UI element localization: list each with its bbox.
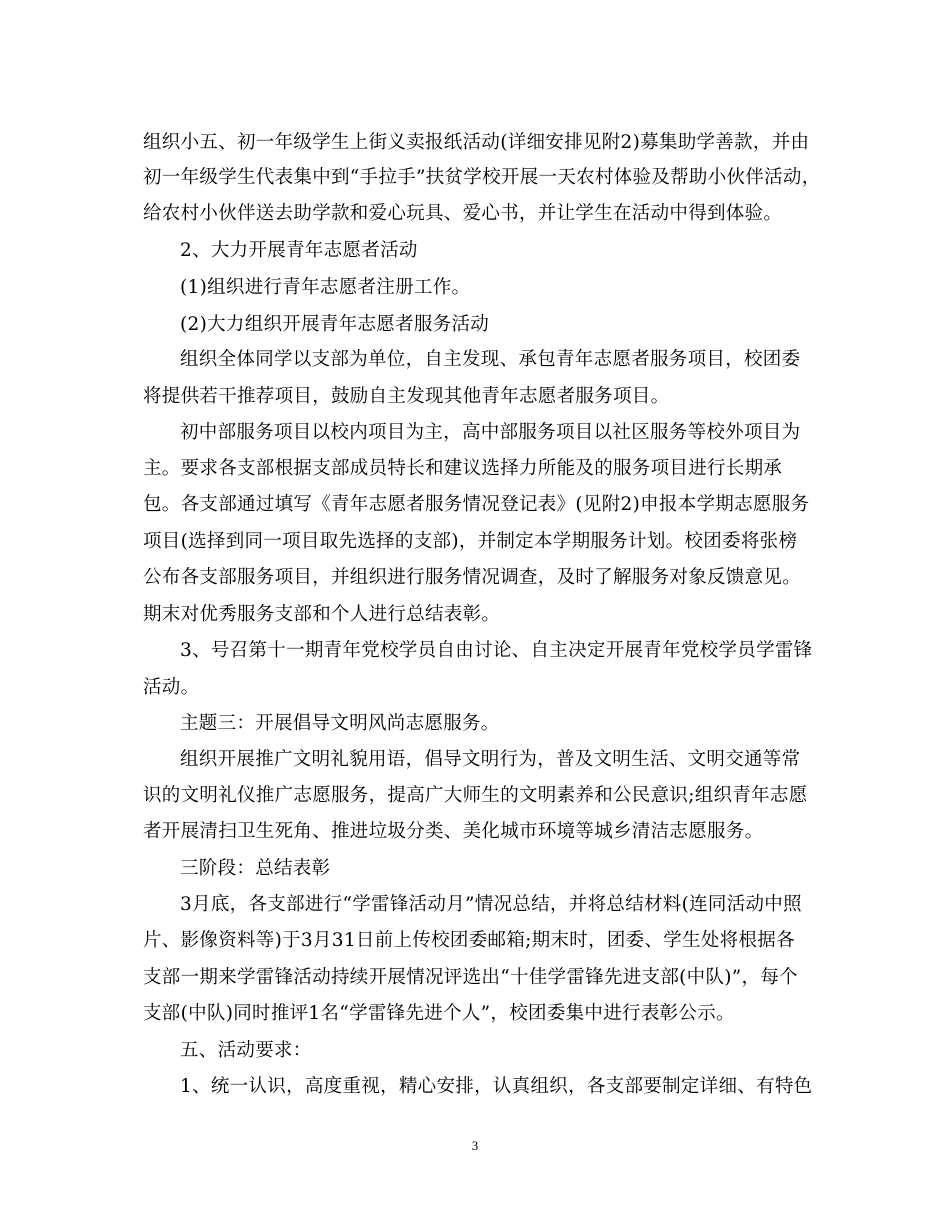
page-number: 3 bbox=[471, 1138, 479, 1153]
section-heading: 五、活动要求： bbox=[180, 1040, 312, 1061]
text-line: 公布各支部服务项目，并组织进行服务情况调查，及时了解服务对象反馈意见。 bbox=[143, 567, 802, 588]
text-line: 将提供若干推荐项目，鼓励自主发现其他青年志愿者服务项目。 bbox=[143, 386, 670, 407]
text-line: 3月底，各支部进行“学雷锋活动月”情况总结，并将总结材料(连同活动中照 bbox=[180, 894, 802, 915]
section-heading: 2、大力开展青年志愿者活动 bbox=[180, 240, 418, 261]
list-item: (2)大力组织开展青年志愿者服务活动 bbox=[180, 314, 490, 335]
text-line: 识的文明礼仪推广志愿服务，提高广大师生的文明素养和公民意识;组织青年志愿 bbox=[143, 785, 808, 806]
text-line: 者开展清扫卫生死角、推进垃圾分类、美化城市环境等城乡清洁志愿服务。 bbox=[143, 821, 764, 842]
text-line: 组织小五、初一年级学生上街义卖报纸活动(详细安排见附2)募集助学善款，并由 bbox=[143, 132, 810, 153]
text-line: 片、影像资料等)于3月31日前上传校团委邮箱;期末时，团委、学生处将根据各 bbox=[143, 930, 795, 951]
text-line: 主。要求各支部根据支部成员特长和建议选择力所能及的服务项目进行长期承 bbox=[143, 458, 783, 479]
text-line: 给农村小伙伴送去助学款和爱心玩具、爱心书，并让学生在活动中得到体验。 bbox=[143, 203, 783, 224]
text-line: 包。各支部通过填写《青年志愿者服务情况登记表》(见附2)申报本学期志愿服务 bbox=[143, 494, 810, 515]
section-heading: 三阶段：总结表彰 bbox=[180, 858, 331, 879]
text-line: 初一年级学生代表集中到“手拉手”扶贫学校开展一天农村体验及帮助小伙伴活动， bbox=[143, 167, 821, 188]
list-item: 1、统一认识，高度重视，精心安排，认真组织，各支部要制定详细、有特色 bbox=[180, 1076, 813, 1097]
text-line: 组织全体同学以支部为单位，自主发现、承包青年志愿者服务项目，校团委 bbox=[180, 349, 801, 370]
text-line: 初中部服务项目以校内项目为主，高中部服务项目以社区服务等校外项目为 bbox=[180, 422, 801, 443]
text-line: 组织开展推广文明礼貌用语，倡导文明行为，普及文明生活、文明交通等常 bbox=[180, 749, 801, 770]
text-line: 项目(选择到同一项目取先选择的支部)，并制定本学期服务计划。校团委将张榜 bbox=[143, 531, 798, 552]
section-heading: 主题三：开展倡导文明风尚志愿服务。 bbox=[180, 713, 500, 734]
list-item: (1)组织进行青年志愿者注册工作。 bbox=[180, 277, 471, 298]
section-heading: 3、号召第十一期青年党校学员自由讨论、自主决定开展青年党校学员学雷锋 bbox=[180, 640, 813, 661]
text-line: 期末对优秀服务支部和个人进行总结表彰。 bbox=[143, 604, 501, 625]
text-line: 支部一期来学雷锋活动持续开展情况评选出“十佳学雷锋先进支部(中队)”，每个 bbox=[143, 967, 798, 988]
text-line: 支部(中队)同时推评1名“学雷锋先进个人”，校团委集中进行表彰公示。 bbox=[143, 1003, 735, 1024]
text-line: 活动。 bbox=[143, 677, 200, 698]
